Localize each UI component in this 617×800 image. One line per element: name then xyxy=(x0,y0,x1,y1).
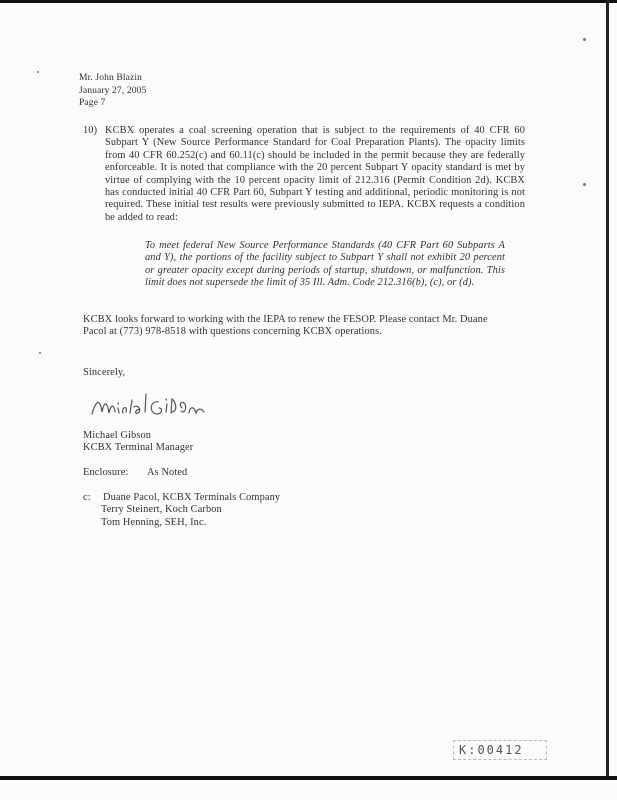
cc-block xyxy=(83,492,280,529)
enclosure-label: Enclosure: xyxy=(83,467,129,478)
closing-paragraph: KCBX looks forward to working with the IEPA to renew the FESOP. Please contact Mr. Duane Pacol at (773) 978-8518 with questions concerning KCBX operations. xyxy=(83,314,488,338)
scan-border-right xyxy=(606,0,609,780)
cc-recipient: Duane Pacol, KCBX Terminals Company xyxy=(103,492,281,503)
recipient-name: Mr. John Blazin xyxy=(79,72,143,83)
scan-speck xyxy=(37,71,39,73)
handwritten-signature xyxy=(88,382,208,428)
scan-border-top xyxy=(0,0,617,3)
scan-speck xyxy=(583,183,586,186)
enclosure-value: As Noted xyxy=(147,467,188,478)
signer-block xyxy=(83,430,193,455)
item-paragraph: KCBX operates a coal screening operation that is subject to the requirements of 40 CFR 60 Subpart Y (New Source Performance Standard for Coal Preparation Plants). The opacity limits from 40 CFR 60.252(c) and 60.11(c) should be included in the permit because they are federally enforceable. It is noted that compliance with the 20 percent Subpart Y opacity standard is met by virtue of complying with the 10 percent opacity limit of 212.316 (Permit Condition 2d). KCBX has conducted initial 40 CFR Part 60, Subpart Y testing and additional, periodic monitoring is not required. These initial test results were previously submitted to IEPA. KCBX requests a condition be added to read: xyxy=(105,125,525,223)
requested-condition-quote: To meet federal New Source Performance Standards (40 CFR Part 60 Subparts A and Y), the portions of the facility subject to Subpart Y shall not exhibit 20 percent or greater opacity except during periods of startup, shutdown, or malfunction. This limit does not supersede the limit of 35 Ill. Adm. Code 212.316(b), (c), or (d). xyxy=(145,240,505,289)
item-number: 10) xyxy=(83,125,98,136)
scan-speck xyxy=(583,38,586,41)
cc-label: c: xyxy=(83,492,91,503)
letter-header xyxy=(79,72,146,110)
signer-title: KCBX Terminal Manager xyxy=(83,442,194,454)
cc-recipient: Terry Steinert, Koch Carbon xyxy=(101,504,222,516)
scan-speck xyxy=(39,352,41,354)
letter-date: January 27, 2005 xyxy=(79,84,147,96)
signer-name: Michael Gibson xyxy=(83,430,152,441)
enclosure-line xyxy=(83,467,187,479)
page-number: Page 7 xyxy=(79,97,106,109)
document-number: K:00412 xyxy=(459,743,524,757)
cc-recipient: Tom Henning, SEH, Inc. xyxy=(101,516,207,528)
scan-border-bottom xyxy=(0,776,617,780)
salutation: Sincerely, xyxy=(83,367,126,378)
